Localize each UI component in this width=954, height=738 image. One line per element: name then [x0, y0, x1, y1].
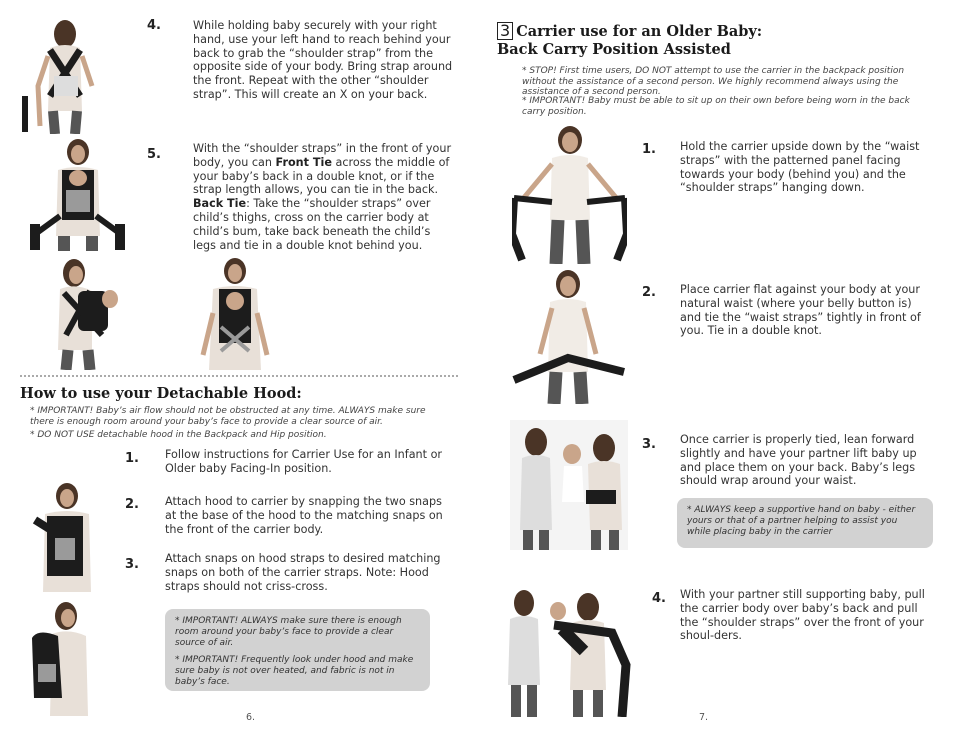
emphasis-text: Front Tie [275, 155, 332, 169]
photo-pull-over [502, 585, 637, 717]
back-step-4-number: 4. [652, 591, 666, 606]
right-page [477, 0, 954, 738]
emphasis-text: Back Tie [193, 197, 247, 211]
page-number-left: 6. [246, 712, 256, 723]
step-text-fragment: : Take the “shoulder straps” over child’s thighs, cross on the carrier body at child’s bum, take back beneath the child’s legs and tie in a double knot behind you. [193, 197, 431, 252]
hood-warning-box [165, 609, 430, 691]
photo-hold-upside-down [512, 124, 627, 264]
hood-warning-2: * IMPORTANT! Frequently look under hood and make sure baby is not over heated, and fabric is not in baby’s face. [175, 655, 414, 687]
hood-step-3-text: Attach snaps on hood straps to desired matching snaps on both of the carrier straps. Note: Hood straps should not criss-cross. [165, 552, 441, 593]
photo-front-tie [30, 136, 125, 251]
hood-note-2: * DO NOT USE detachable hood in the Backpack and Hip position. [30, 430, 327, 440]
support-warning-box [677, 498, 933, 548]
photo-attach-hood [25, 480, 103, 592]
hood-warning-1: * IMPORTANT! ALWAYS make sure there is enough room around your baby’s face to provide a clear source of air. [175, 616, 402, 648]
photo-partner-lift [510, 420, 628, 550]
step-5-text [193, 142, 455, 252]
hood-step-1-number: 1. [125, 451, 139, 466]
photo-side-carry [40, 255, 125, 370]
photo-back-x-straps [20, 16, 100, 134]
step-4-text [193, 19, 455, 102]
photo-hood-side [28, 598, 96, 716]
back-step-3-text: Once carrier is properly tied, lean forward slightly and have your partner lift baby up and place them on your back. Baby’s legs should wrap around your waist. [680, 433, 917, 488]
back-carry-note-2: * IMPORTANT! Baby must be able to sit up on their own before being worn in the back carry position. [522, 96, 910, 117]
title-line-1: Carrier use for an Older Baby: [516, 23, 763, 40]
back-step-1-number: 1. [642, 142, 656, 157]
back-step-2-number: 2. [642, 285, 656, 300]
back-step-3-number: 3. [642, 437, 656, 452]
back-step-4-text: With your partner still supporting baby, pull the carrier body over baby’s back and pull the “shoulder straps” over the front of your shoul-ders. [680, 588, 925, 643]
photo-front-finished [195, 255, 275, 370]
hood-step-2-text: Attach hood to carrier by snapping the two snaps at the base of the hood to the matching snaps on the front of the carrier body. [165, 495, 443, 536]
hood-step-3-number: 3. [125, 557, 139, 572]
section-divider [20, 375, 458, 377]
hood-section-title: How to use your Detachable Hood: [20, 385, 302, 402]
step-text-fragment: across the middle of your baby’s back in a double knot, or if the strap length allows, you can tie in the back. [193, 155, 450, 197]
back-step-2-text: Place carrier flat against your body at your natural waist (where your belly button is) and tie the “waist straps” tightly in front of you. Tie in a double knot. [680, 283, 921, 338]
step-4-number: 4. [147, 18, 161, 33]
step-5-number: 5. [147, 147, 161, 162]
title-line-2: Back Carry Position Assisted [497, 41, 731, 58]
back-carry-note-1: * STOP! First time users, DO NOT attempt to use the carrier in the backpack position without the assistance of a second person. We highly recommend always using the assistance of a second person. [522, 66, 905, 97]
page-number-right: 7. [699, 712, 709, 723]
section-number-box: 3 [497, 22, 513, 40]
support-warning: * ALWAYS keep a supportive hand on baby - either yours or that of a partner helping to assist you while placing baby in the carrier [687, 505, 916, 537]
step-text-fragment: With the “shoulder straps” in the front of your body, you can [193, 142, 452, 169]
back-step-1-text: Hold the carrier upside down by the “waist straps” with the patterned panel facing towards your body (behind you) and the “shoulder straps” hanging down. [680, 140, 920, 195]
step-text-fragment: While holding baby securely with your right hand, use your left hand to reach behind your back to grab the “shoulder strap” from the opposite side of your body. Bring strap around the front. Repeat with the other “shoulder strap”. This will create an X on your back. [193, 19, 453, 101]
hood-step-2-number: 2. [125, 497, 139, 512]
hood-step-1-text: Follow instructions for Carrier Use for an Infant or Older baby Facing-In position. [165, 448, 443, 475]
photo-tie-waist [512, 268, 627, 404]
hood-note-1: * IMPORTANT! Baby’s air flow should not be obstructed at any time. ALWAYS make sure there is enough room around your baby’s face to provide a clear source of air. [30, 406, 426, 427]
back-carry-title [497, 22, 762, 59]
